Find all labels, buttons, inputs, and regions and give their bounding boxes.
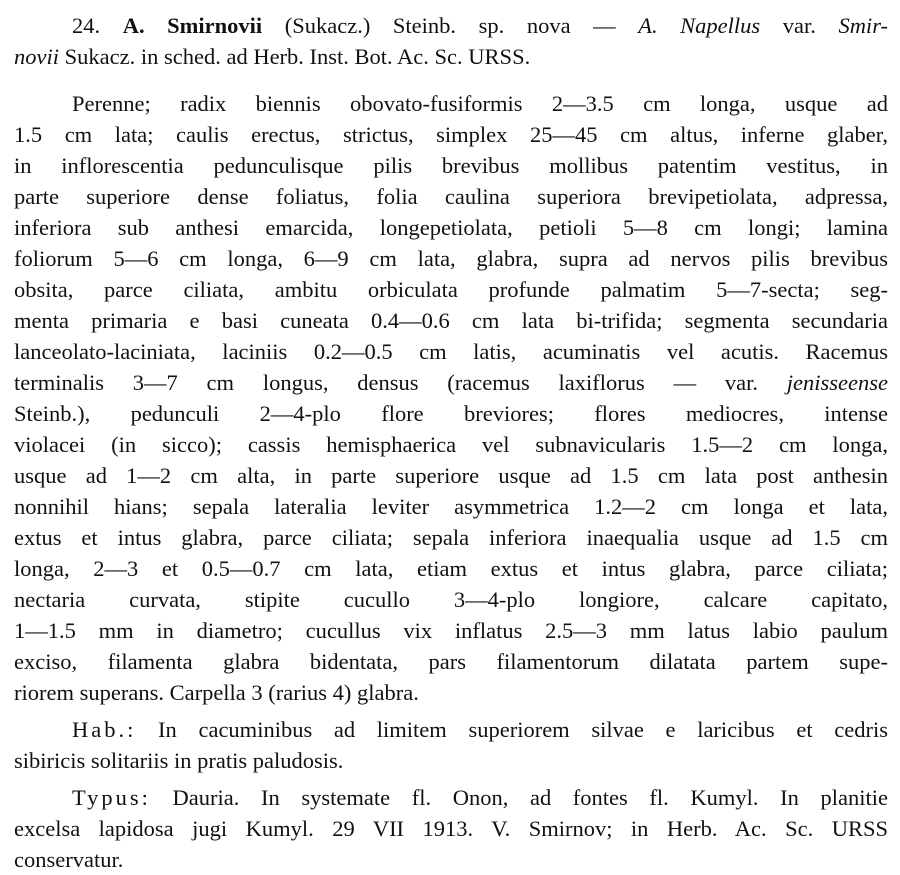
synonym-citation: Sukacz. in sched. ad Herb. Inst. Bot. Ac. Sc. URSS. (59, 44, 531, 69)
species-epithet: Smirnovii (167, 13, 263, 38)
habitat-line-1 (14, 714, 888, 745)
description-line: nectaria curvata, stipite cucullo 3—4-plo longiore, calcare capitato, (14, 587, 888, 612)
species-genus: A. (122, 13, 145, 38)
typus-text: Dauria. In systemate fl. Onon, ad fontes fl. Kumyl. In planitie (150, 785, 888, 810)
synonym-var: var. (760, 13, 839, 38)
document-page (14, 10, 888, 875)
habitat-text: In cacuminibus ad limitem superiorem silvae e laricibus et cedris (136, 717, 888, 742)
species-authority: (Sukacz.) Steinb. sp. nova — (284, 13, 639, 38)
description-line: extus et intus glabra, parce ciliata; sepala inferiora inaequalia usque ad 1.5 cm (14, 525, 888, 550)
description-line: riorem superans. Carpella 3 (rarius 4) glabra. (14, 680, 419, 705)
species-heading-line-2 (14, 41, 888, 72)
species-heading-line-1 (14, 10, 888, 41)
synonym-epithet-b: novii (14, 44, 59, 69)
description-line: 1—1.5 mm in diametro; cucullus vix inflatus 2.5—3 mm latus labio paulum (14, 618, 888, 643)
species-number: 24. (72, 13, 101, 38)
synonym-name: A. Napellus (638, 13, 761, 38)
typus-line-2: excelsa lapidosa jugi Kumyl. 29 VII 1913. V. Smirnov; in Herb. Ac. Sc. URSS (14, 816, 888, 841)
typus-line-1 (14, 782, 888, 813)
habitat-label: Hab.: (72, 717, 137, 742)
description-line: obsita, parce ciliata, ambitu orbiculata profunde palmatim 5—7-secta; seg- (14, 277, 888, 302)
synonym-epithet-a: Smir- (838, 13, 888, 38)
typus-label: Typus: (72, 785, 151, 810)
description-line: usque ad 1—2 cm alta, in parte superiore usque ad 1.5 cm lata post anthesin (14, 463, 888, 488)
description-line: inferiora sub anthesi emarcida, longepetiolata, petioli 5—8 cm longi; lamina (14, 215, 888, 240)
description-line: Steinb.), pedunculi 2—4-plo flore breviores; flores mediocres, intense (14, 401, 888, 426)
description-line: in inflorescentia pedunculisque pilis brevibus mollibus patentim vestitus, in (14, 153, 888, 178)
description-line: violacei (in sicco); cassis hemisphaerica vel subnavicularis 1.5—2 cm longa, (14, 432, 888, 457)
description-line: nonnihil hians; sepala lateralia leviter asymmetrica 1.2—2 cm longa et lata, (14, 494, 888, 519)
description-line (14, 367, 888, 398)
description-line: parte superiore dense foliatus, folia caulina superiora brevipetiolata, adpressa, (14, 184, 888, 209)
description-line: 1.5 cm lata; caulis erectus, strictus, simplex 25—45 cm altus, inferne glaber, (14, 122, 888, 147)
description-line: lanceolato-laciniata, laciniis 0.2—0.5 cm latis, acuminatis vel acutis. Racemus (14, 339, 888, 364)
description-text: terminalis 3—7 cm longus, densus (racemus laxiflorus — var. (14, 370, 787, 395)
habitat-line-2: sibiricis solitariis in pratis paludosis. (14, 748, 344, 773)
description-line: exciso, filamenta glabra bidentata, pars filamentorum dilatata partem supe- (14, 649, 888, 674)
description-line: foliorum 5—6 cm longa, 6—9 cm lata, glabra, supra ad nervos pilis brevibus (14, 246, 888, 271)
description-line: Perenne; radix biennis obovato-fusiformis 2—3.5 cm longa, usque ad (72, 91, 888, 116)
description-line: longa, 2—3 et 0.5—0.7 cm lata, etiam extus et intus glabra, parce ciliata; (14, 556, 888, 581)
typus-line-3: conservatur. (14, 847, 124, 872)
variety-name: jenisseense (786, 370, 888, 395)
description-line: menta primaria e basi cuneata 0.4—0.6 cm lata bi-trifida; segmenta secundaria (14, 308, 888, 333)
